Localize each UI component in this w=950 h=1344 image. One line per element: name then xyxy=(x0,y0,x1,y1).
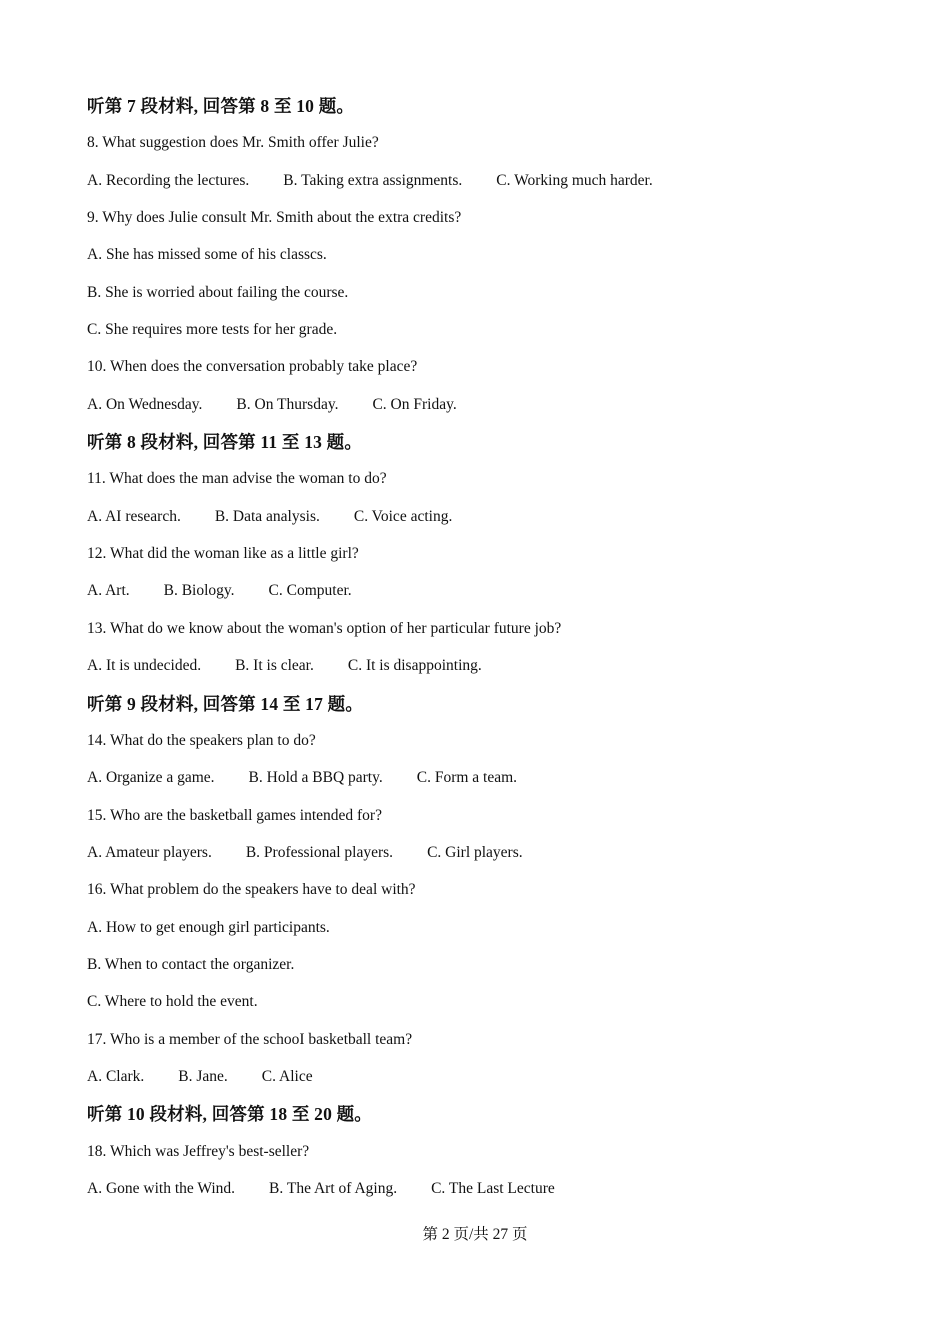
option-b: B. It is clear. xyxy=(235,657,314,675)
option-c: C. Where to hold the event. xyxy=(87,993,258,1011)
option-b: B. Hold a BBQ party. xyxy=(248,769,383,787)
section-heading: 听第 10 段材料, 回答第 18 至 20 题。 xyxy=(87,1104,372,1125)
option-a: A. AI research. xyxy=(87,507,181,525)
option-a: A. Art. xyxy=(87,582,130,600)
option-a: A. It is undecided. xyxy=(87,657,202,675)
section-heading: 听第 9 段材料, 回答第 14 至 17 题。 xyxy=(87,693,364,714)
option-c: C. Computer. xyxy=(268,582,352,600)
section-heading: 听第 8 段材料, 回答第 11 至 13 题。 xyxy=(87,432,363,453)
option-c: C. Alice xyxy=(261,1067,313,1085)
option-b: B. Data analysis. xyxy=(214,507,320,525)
options-row xyxy=(87,391,887,428)
option-a: A. Organize a game. xyxy=(87,769,215,787)
option-c: C. On Friday. xyxy=(372,395,457,413)
page-footer: 第 2 页/共 27 页 xyxy=(422,1226,528,1243)
question-stem: 11. What does the man advise the woman to do? xyxy=(87,470,387,488)
question-stem: 18. Which was Jeffrey's best-seller? xyxy=(87,1142,310,1160)
option-c: C. Form a team. xyxy=(416,769,518,787)
options-row xyxy=(87,167,887,204)
option-c: C. Girl players. xyxy=(427,843,523,861)
option-a: A. How to get enough girl participants. xyxy=(87,918,330,936)
question-stem: 9. Why does Julie consult Mr. Smith about the extra credits? xyxy=(87,209,462,227)
option-b: B. Biology. xyxy=(163,582,235,600)
option-c: C. Working much harder. xyxy=(496,171,653,189)
options-row xyxy=(87,764,887,801)
options-row xyxy=(87,1063,887,1100)
option-b: B. When to contact the organizer. xyxy=(87,955,295,973)
option-b: B. The Art of Aging. xyxy=(269,1179,398,1197)
options-row xyxy=(87,503,887,540)
options-row xyxy=(87,1175,887,1212)
option-b: B. Jane. xyxy=(178,1067,228,1085)
option-b: B. Taking extra assignments. xyxy=(283,171,463,189)
question-stem: 13. What do we know about the woman's option of her particular future job? xyxy=(87,619,562,637)
section-heading: 听第 7 段材料, 回答第 8 至 10 题。 xyxy=(87,96,355,116)
question-stem: 17. Who is a member of the schooI basketball team? xyxy=(87,1030,413,1048)
option-c: C. She requires more tests for her grade. xyxy=(87,321,338,339)
options-row xyxy=(87,652,887,689)
question-stem: 12. What did the woman like as a little girl? xyxy=(87,545,359,563)
option-a: A. Amateur players. xyxy=(87,843,212,861)
option-c: C. It is disappointing. xyxy=(347,657,482,675)
question-stem: 14. What do the speakers plan to do? xyxy=(87,731,316,749)
option-b: B. On Thursday. xyxy=(236,395,339,413)
option-c: C. Voice acting. xyxy=(353,507,453,525)
question-stem: 8. What suggestion does Mr. Smith offer Julie? xyxy=(87,134,379,152)
option-b: B. She is worried about failing the course. xyxy=(87,283,349,301)
option-a: A. On Wednesday. xyxy=(87,395,203,413)
question-stem: 10. When does the conversation probably take place? xyxy=(87,358,418,376)
exam-page-content xyxy=(87,92,887,1212)
options-row xyxy=(87,839,887,876)
option-a: A. Gone with the Wind. xyxy=(87,1179,236,1197)
option-b: B. Professional players. xyxy=(245,843,394,861)
option-c: C. The Last Lecture xyxy=(431,1179,555,1197)
question-stem: 16. What problem do the speakers have to deal with? xyxy=(87,881,416,899)
option-a: A. Recording the lectures. xyxy=(87,171,250,189)
option-a: A. Clark. xyxy=(87,1067,145,1085)
options-row xyxy=(87,577,887,614)
option-a: A. She has missed some of his classcs. xyxy=(87,246,327,264)
question-stem: 15. Who are the basketball games intended for? xyxy=(87,806,382,824)
